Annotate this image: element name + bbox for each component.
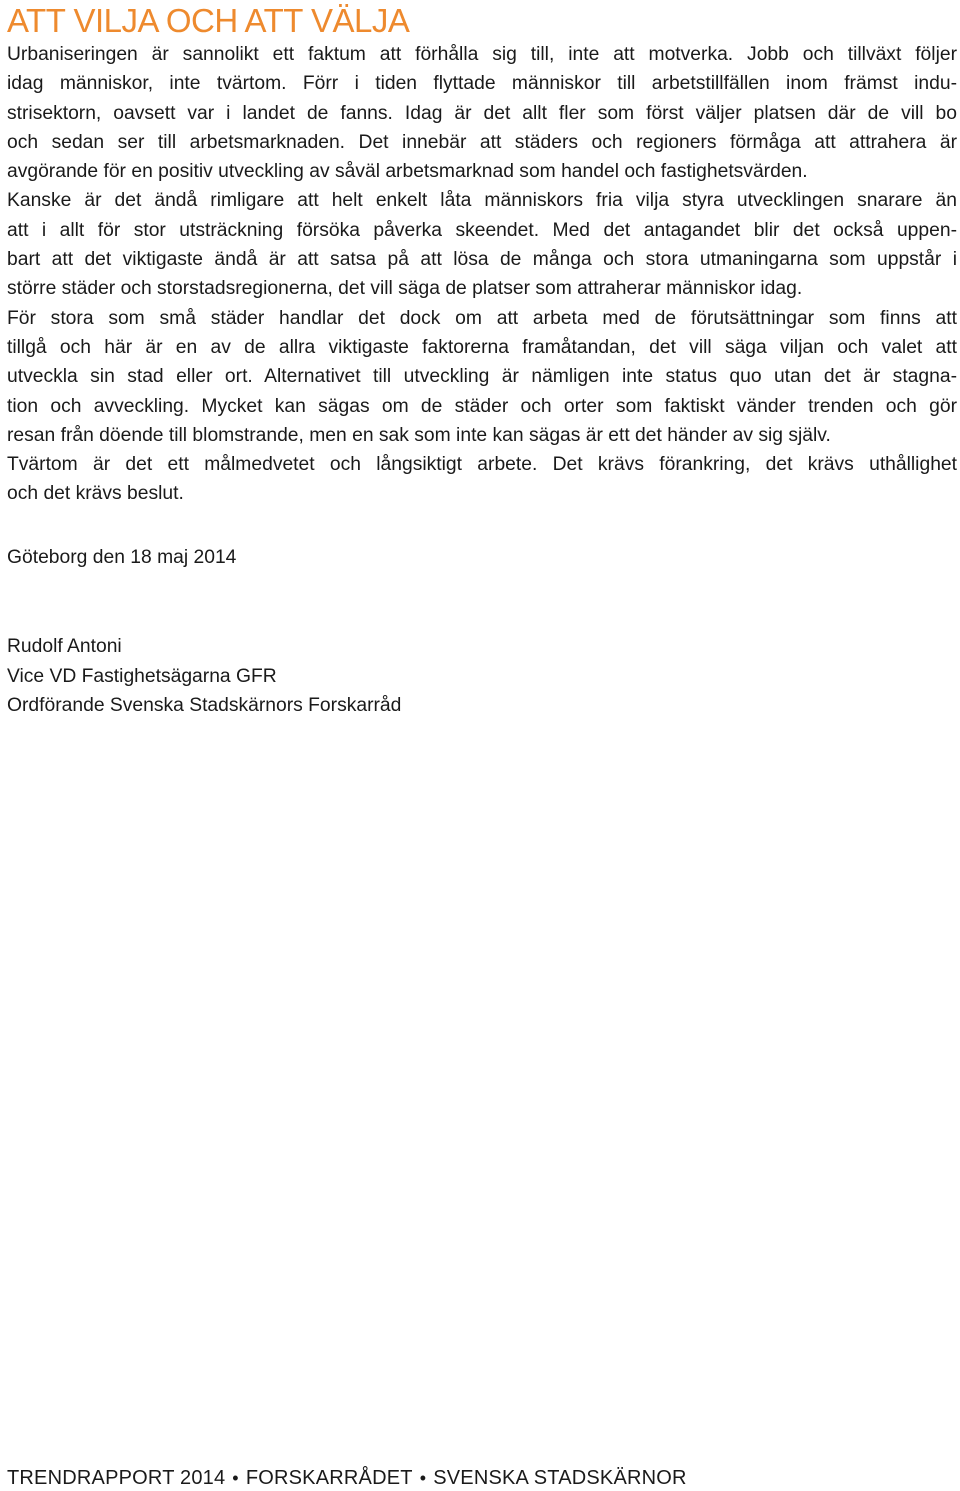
footer-organization-name: SVENSKA STADSKÄRNOR [433, 1467, 687, 1489]
body-line: att i allt för stor utsträckning försöka påverka skeendet. Med det antagandet blir det också uppen- [7, 219, 957, 241]
footer-report-name: TRENDRAPPORT 2014 [7, 1467, 226, 1489]
body-line: Tvärtom är det ett målmedvetet och långsiktigt arbete. Det krävs förankring, det krävs uthållighet [7, 454, 957, 476]
body-line: avgörande för en positiv utveckling av såväl arbetsmarknad som handel och fastighetsvärden. [7, 161, 808, 183]
body-line: större städer och storstadsregionerna, det vill säga de platser som attraherar människor idag. [7, 278, 803, 300]
signature-role: Ordförande Svenska Stadskärnors Forskarråd [7, 695, 402, 716]
body-line: Kanske är det ändå rimligare att helt enkelt låta människors fria vilja styra utvecklingen snarare än [7, 190, 957, 212]
body-line: resan från döende till blomstrande, men en sak som inte kan sägas är ett det händer av sig själv. [7, 424, 831, 446]
body-line: utveckla sin stad eller ort. Alternativet till utveckling är nämligen inte status quo utan det är stagna- [7, 366, 957, 388]
signature-name: Rudolf Antoni [7, 636, 122, 657]
body-paragraph [7, 40, 957, 509]
page-footer [7, 1465, 687, 1491]
dateline: Göteborg den 18 maj 2014 [7, 547, 237, 568]
body-line: tion och avveckling. Mycket kan sägas om de städer och orter som faktiskt vänder trenden och gör [7, 395, 957, 417]
body-line: idag människor, inte tvärtom. Förr i tiden flyttade människor till arbetstillfällen inom främst indu- [7, 73, 957, 95]
body-line: strisektorn, oavsett var i landet de fanns. Idag är det allt fler som först väljer platsen där de vill bo [7, 102, 957, 124]
body-line: bart att det viktigaste ändå är att satsa på att lösa de många och stora utmaningarna som uppstår i [7, 249, 957, 271]
page-title: ATT VILJA OCH ATT VÄLJA [7, 2, 410, 39]
body-line: Urbaniseringen är sannolikt ett faktum att förhålla sig till, inte att motverka. Jobb och tillväxt följer [7, 44, 957, 65]
signature-block [7, 632, 401, 721]
body-line: För stora som små städer handlar det dock om att arbeta med de förutsättningar som finns att [7, 307, 957, 329]
footer-separator: • [419, 1468, 427, 1488]
body-line: tillgå och här är en av de allra viktigaste faktorerna framåtandan, det vill säga viljan och valet att [7, 336, 957, 358]
signature-role: Vice VD Fastighetsägarna GFR [7, 665, 277, 687]
body-line: och det krävs beslut. [7, 483, 184, 505]
footer-council-name: FORSKARRÅDET [245, 1467, 413, 1489]
body-line: och sedan ser till arbetsmarknaden. Det innebär att städers och regioners förmåga att attrahera är [7, 131, 957, 153]
footer-separator: • [232, 1468, 239, 1488]
